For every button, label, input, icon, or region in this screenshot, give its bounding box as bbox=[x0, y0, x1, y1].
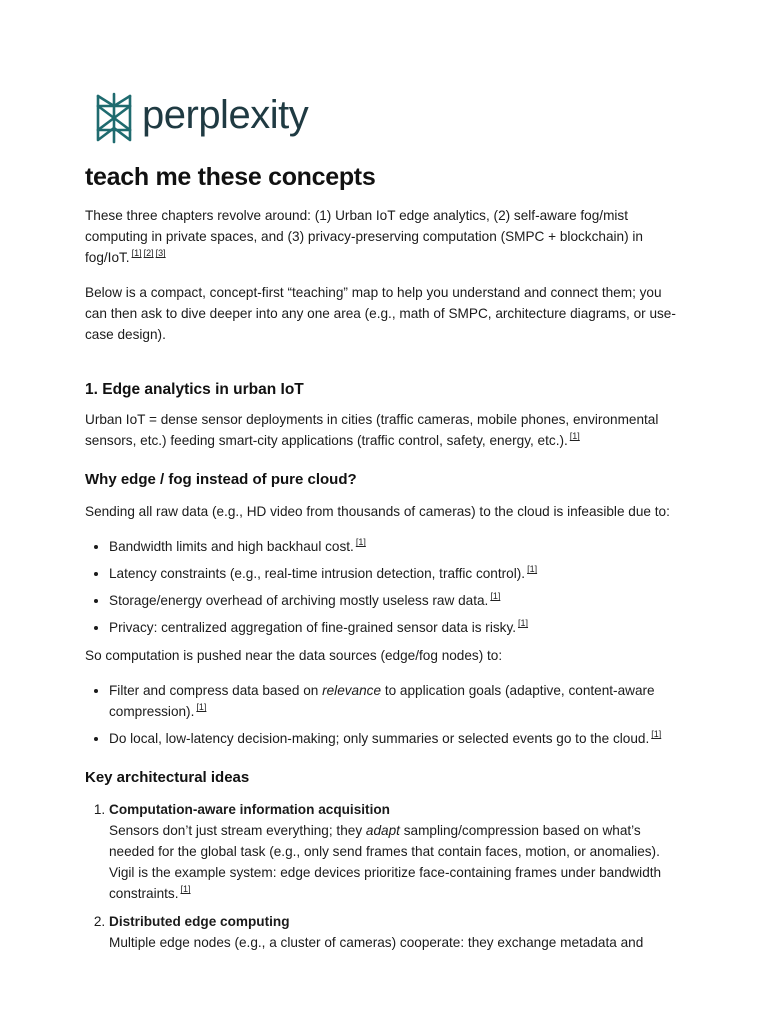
answer-content bbox=[85, 160, 685, 960]
list-item bbox=[109, 680, 685, 722]
perplexity-logo-icon bbox=[94, 92, 134, 144]
emphasis-text: adapt bbox=[365, 823, 400, 838]
list-item bbox=[109, 911, 685, 953]
list-item-text: Sensors don’t just stream everything; they bbox=[109, 823, 366, 838]
list-item-text: Bandwidth limits and high backhaul cost. bbox=[109, 539, 354, 554]
list-item-text: to application goals (adaptive, content-aware compression). bbox=[109, 683, 655, 719]
list-item bbox=[109, 799, 685, 904]
section1-text: Urban IoT = dense sensor deployments in cities (traffic cameras, mobile phones, environmental sensors, etc.) feeding smart-city applications (traffic control, safety, energy, etc.). bbox=[85, 412, 659, 448]
list-item-text: sampling/compression based on what’s needed for the global task (e.g., only send frames that contain faces, motion, or anomalies). Vigil is the example system: edge devices prioritize face-containing frames under bandwidth constraints. bbox=[109, 823, 662, 901]
citation-link[interactable]: [3] bbox=[155, 248, 166, 259]
citation-link[interactable]: [1] bbox=[196, 702, 207, 713]
edge-purpose-bullet-list bbox=[85, 680, 685, 749]
citation-link[interactable]: [1] bbox=[490, 591, 501, 602]
page-title: teach me these concepts bbox=[85, 163, 376, 191]
why-edge-paragraph: Sending all raw data (e.g., HD video from thousands of cameras) to the cloud is infeasible due to: bbox=[85, 504, 670, 519]
list-item-text: Filter and compress data based on bbox=[109, 683, 323, 698]
list-item-text: Multiple edge nodes (e.g., a cluster of cameras) cooperate: they exchange metadata and bbox=[109, 935, 644, 950]
section1-paragraph bbox=[85, 409, 685, 451]
citation-link[interactable]: [1] bbox=[355, 537, 366, 548]
citation-link[interactable]: [1] bbox=[518, 618, 529, 629]
citation-link[interactable]: [2] bbox=[143, 248, 154, 259]
citation-link[interactable]: [1] bbox=[527, 564, 538, 575]
list-item-text: Latency constraints (e.g., real-time intrusion detection, traffic control). bbox=[109, 566, 526, 581]
citation-link[interactable]: [1] bbox=[180, 884, 191, 895]
citation-link[interactable]: [1] bbox=[651, 729, 662, 740]
citation-link[interactable]: [1] bbox=[569, 431, 580, 442]
subheading-key-ideas: Key architectural ideas bbox=[85, 769, 250, 786]
list-item-text: Storage/energy overhead of archiving mostly useless raw data. bbox=[109, 593, 489, 608]
list-item-text: Do local, low-latency decision-making; only summaries or selected events go to the cloud. bbox=[109, 731, 650, 746]
brand-wordmark: perplexity bbox=[142, 93, 309, 137]
intro-paragraph-2: Below is a compact, concept-first “teaching” map to help you understand and connect them; you can then ask to dive deeper into any one area (e.g., math of SMPC, architecture diagrams, or use-case design). bbox=[85, 285, 676, 342]
list-item-term: 2. Distributed edge computing bbox=[109, 914, 290, 929]
list-item-term: 1. Computation-aware information acquisition bbox=[109, 802, 390, 817]
key-ideas-numbered-list bbox=[85, 799, 685, 953]
list-item bbox=[109, 536, 685, 557]
why-edge-bullet-list bbox=[85, 536, 685, 638]
list-item bbox=[109, 617, 685, 638]
subheading-why-edge: Why edge / fog instead of pure cloud? bbox=[85, 471, 357, 488]
brand-logo[interactable] bbox=[94, 92, 308, 144]
list-item-text: Privacy: centralized aggregation of fine-grained sensor data is risky. bbox=[109, 620, 517, 635]
emphasis-text: relevance bbox=[322, 683, 382, 698]
edge-purpose-paragraph: So computation is pushed near the data sources (edge/fog nodes) to: bbox=[85, 648, 503, 663]
list-item bbox=[109, 728, 685, 749]
intro-paragraph-1 bbox=[85, 205, 685, 268]
list-item bbox=[109, 563, 685, 584]
intro-text-1: These three chapters revolve around: (1) Urban IoT edge analytics, (2) self-aware fog/mist computing in private spaces, and (3) privacy-preserving computation (SMPC + blockchain) in fog/IoT. bbox=[85, 208, 643, 265]
list-item bbox=[109, 590, 685, 611]
citation-link[interactable]: [1] bbox=[131, 248, 142, 259]
section-heading-edge-analytics: 1. Edge analytics in urban IoT bbox=[85, 381, 304, 398]
